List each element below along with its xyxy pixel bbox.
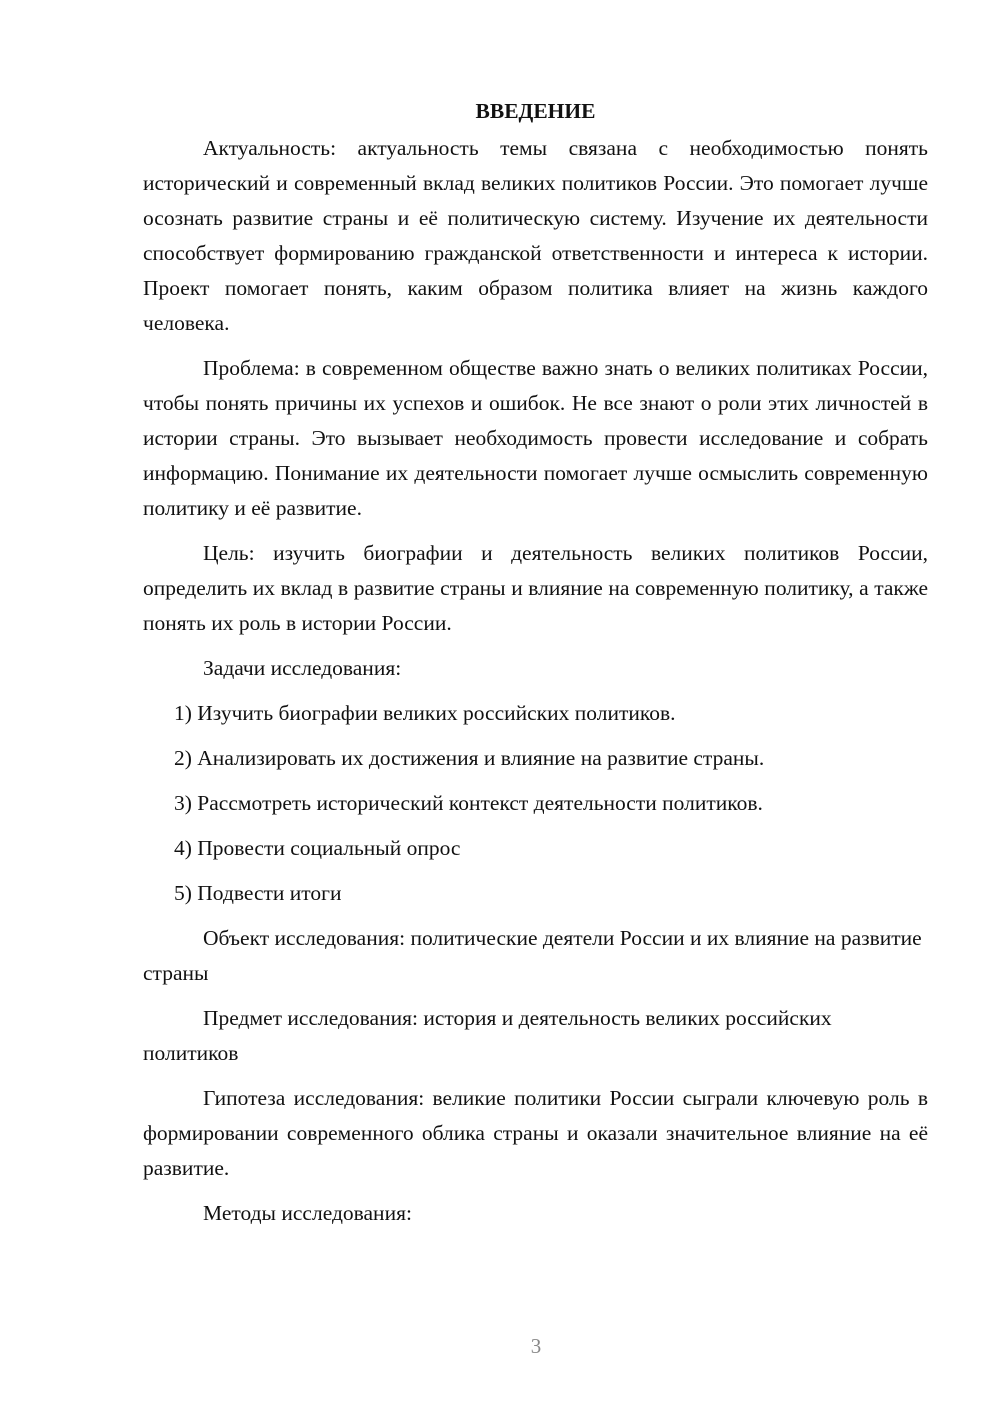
relevance-paragraph: Актуальность: актуальность темы связана с необходимостью понять исторический и современный вклад великих политиков России. Это помогает лучше осознать развитие страны и её политическую систему. Изучение их деятельности способствует формированию гражданской ответственности и интереса к истории. Проект помогает понять, каким образом политика влияет на жизнь каждого человека. bbox=[143, 136, 928, 335]
section-heading: ВВЕДЕНИЕ bbox=[475, 99, 596, 123]
task-item: 4) Провести социальный опрос bbox=[174, 836, 461, 860]
task-item: 5) Подвести итоги bbox=[174, 881, 342, 905]
goal-paragraph: Цель: изучить биографии и деятельность великих политиков России, определить их вклад в развитие страны и влияние на современную политику, а также понять их роль в истории России. bbox=[143, 541, 928, 635]
tasks-title: Задачи исследования: bbox=[203, 656, 402, 680]
problem-paragraph: Проблема: в современном обществе важно знать о великих политиках России, чтобы понять причины их успехов и ошибок. Не все знают о роли этих личностей в истории страны. Это вызывает необходимость провести исследование и собрать информацию. Понимание их деятельности помогает лучше осмыслить современную политику и её развитие. bbox=[143, 356, 928, 520]
task-item: 1) Изучить биографии великих российских политиков. bbox=[174, 701, 676, 725]
page-number: 3 bbox=[530, 1334, 542, 1358]
methods-title: Методы исследования: bbox=[203, 1201, 412, 1225]
hypothesis-paragraph: Гипотеза исследования: великие политики России сыграли ключевую роль в формировании современного облика страны и оказали значительное влияние на её развитие. bbox=[143, 1086, 928, 1180]
task-item: 3) Рассмотреть исторический контекст деятельности политиков. bbox=[174, 791, 763, 815]
object-paragraph: Объект исследования: политические деятели России и их влияние на развитие страны bbox=[143, 926, 922, 985]
subject-paragraph: Предмет исследования: история и деятельность великих российских политиков bbox=[143, 1006, 832, 1065]
task-item: 2) Анализировать их достижения и влияние на развитие страны. bbox=[174, 746, 765, 770]
document-page bbox=[143, 97, 928, 1241]
